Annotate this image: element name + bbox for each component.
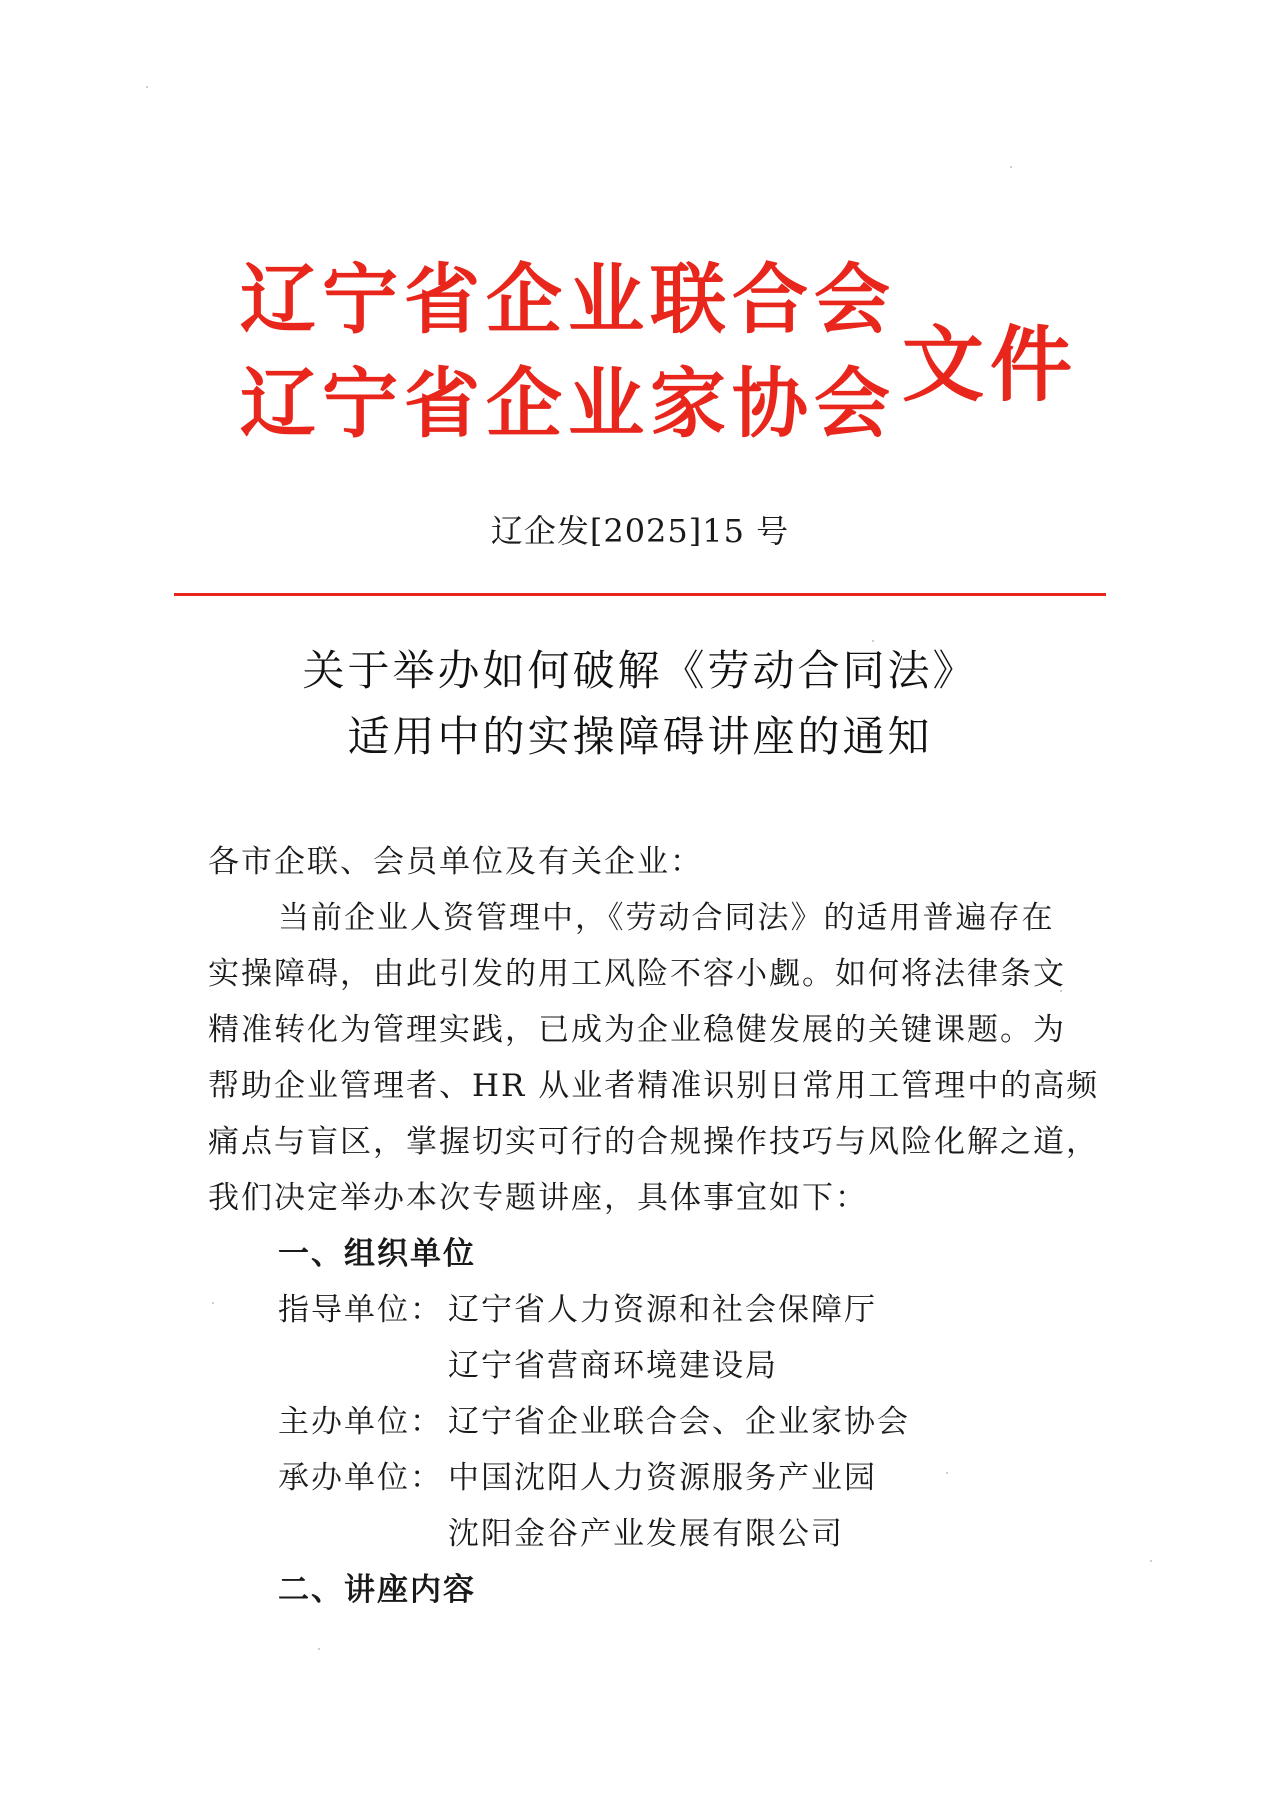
paragraph-line: 痛点与盲区，掌握切实可行的合规操作技巧与风险化解之道， xyxy=(208,1124,1099,1160)
host-unit-label: 主办单位： xyxy=(278,1404,443,1440)
scan-speck xyxy=(146,86,148,88)
paragraph-line: 帮助企业管理者、HR 从业者精准识别日常用工管理中的高频 xyxy=(208,1068,1100,1104)
paragraph-line: 实操障碍，由此引发的用工风险不容小觑。如何将法律条文 xyxy=(208,956,1066,992)
document-number: 辽企发[2025]15 号 xyxy=(490,512,790,550)
paragraph-line: 我们决定举办本次专题讲座，具体事宜如下： xyxy=(208,1180,868,1216)
scan-speck xyxy=(946,1472,948,1474)
salutation: 各市企联、会员单位及有关企业： xyxy=(208,844,703,880)
red-divider-line xyxy=(174,593,1106,596)
scan-speck xyxy=(318,1648,320,1650)
paragraph-line: 当前企业人资管理中，《劳动合同法》的适用普遍存在 xyxy=(278,900,1055,936)
guide-unit: 辽宁省营商环境建设局 xyxy=(448,1348,778,1384)
section-heading-lecture-content: 二、讲座内容 xyxy=(278,1572,476,1608)
notice-title-line-1: 关于举办如何破解《劳动合同法》 xyxy=(302,646,978,695)
issuer-name-line-2: 辽宁省企业家协会 xyxy=(240,359,896,448)
scan-speck xyxy=(1150,1560,1152,1562)
organizer-unit-label: 承办单位： xyxy=(278,1460,443,1496)
scan-speck xyxy=(212,1302,214,1304)
organizer-unit: 沈阳金谷产业发展有限公司 xyxy=(448,1516,844,1552)
paragraph-line: 精准转化为管理实践，已成为企业稳健发展的关键课题。为 xyxy=(208,1012,1066,1048)
guide-unit-label: 指导单位： xyxy=(278,1292,443,1328)
issuer-block xyxy=(240,255,920,452)
scan-speck xyxy=(1010,166,1012,168)
host-unit: 辽宁省企业联合会、企业家协会 xyxy=(448,1404,910,1440)
notice-title-line-2: 适用中的实操障碍讲座的通知 xyxy=(347,712,933,761)
section-heading-organizers: 一、组织单位 xyxy=(278,1236,476,1272)
guide-unit: 辽宁省人力资源和社会保障厅 xyxy=(448,1292,877,1328)
issuer-name-line-1: 辽宁省企业联合会 xyxy=(240,255,896,344)
document-type-label: 文件 xyxy=(902,318,1079,413)
organizer-unit: 中国沈阳人力资源服务产业园 xyxy=(448,1460,877,1496)
